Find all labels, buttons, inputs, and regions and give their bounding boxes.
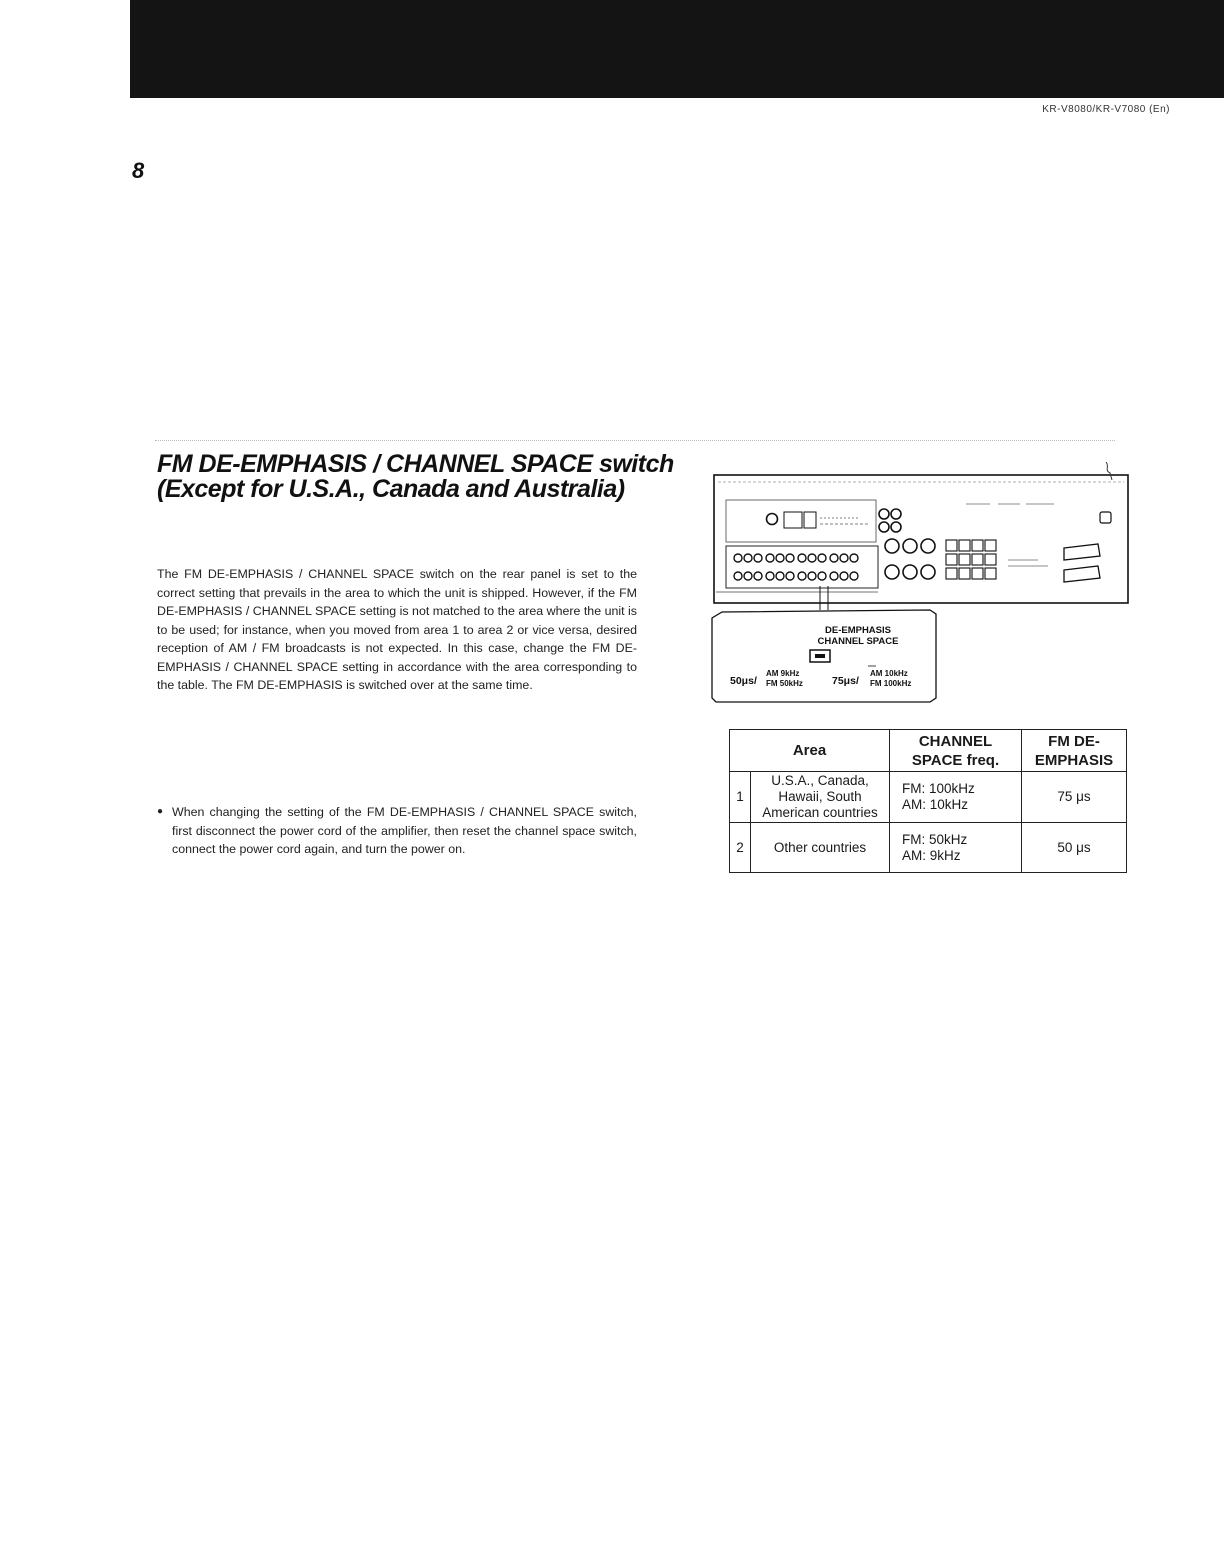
rear-panel-outline: [714, 475, 1128, 603]
channel-space-cell: [890, 823, 1022, 873]
knob-icon: [767, 514, 778, 525]
model-reference: KR-V8080/KR-V7080 (En): [1042, 104, 1170, 115]
rear-panel-figure: [708, 462, 1138, 712]
channel-header-line-2: SPACE freq.: [911, 751, 1000, 769]
header-band: [130, 0, 1224, 98]
caution-note: [157, 803, 637, 859]
de-emphasis-cell: 75 μs: [1022, 772, 1127, 823]
deemph-header-line-1: FM DE-: [1048, 732, 1100, 750]
right-setting-am: AM 10kHz: [870, 669, 908, 678]
fm-channel-space: FM: 100kHz: [902, 781, 975, 796]
row-number: 1: [730, 772, 751, 823]
fm-channel-space: FM: 50kHz: [902, 831, 968, 847]
section-title-line-1: FM DE-EMPHASIS / CHANNEL SPACE switch: [157, 450, 674, 478]
area-cell: [751, 772, 890, 823]
area-line-1: U.S.A., Canada,: [771, 773, 869, 788]
left-setting-time: 50μs/: [730, 675, 757, 687]
callout-title-2: CHANNEL SPACE: [817, 636, 899, 647]
callout-title-1: DE-EMPHASIS: [825, 625, 891, 636]
right-setting-fm: FM 100kHz: [870, 679, 912, 688]
area-cell: Other countries: [751, 823, 890, 873]
rear-panel-illustration: [708, 462, 1138, 712]
area-line-3: American countries: [762, 805, 878, 820]
section-divider: [155, 440, 1115, 441]
ac-outlets: [1064, 544, 1100, 582]
row-number: 2: [730, 823, 751, 873]
channel-header-line-1: CHANNEL: [918, 732, 993, 750]
am-channel-space: AM: 10kHz: [902, 797, 969, 812]
speaker-terminals: [946, 540, 996, 579]
section-title-line-2: (Except for U.S.A., Canada and Australia): [157, 475, 625, 503]
input-jacks: [734, 554, 858, 580]
channel-space-column-header: [890, 730, 1022, 772]
bullet-icon: ●: [157, 806, 164, 817]
table-header-row: [730, 730, 1127, 772]
area-line-2: Hawaii, South: [778, 789, 862, 804]
deemph-header-line-2: EMPHASIS: [1034, 751, 1114, 769]
de-emphasis-cell: 50 μs: [1022, 823, 1127, 873]
right-setting-time: 75μs/: [832, 675, 859, 687]
left-setting-am: AM 9kHz: [766, 669, 800, 678]
left-setting-fm: FM 50kHz: [766, 679, 803, 688]
area-settings-table: [729, 729, 1127, 873]
table-row: [730, 823, 1127, 873]
area-column-header: Area: [730, 730, 890, 772]
caution-note-text: When changing the setting of the FM DE-EMPHASIS / CHANNEL SPACE switch, first disconnect the power cord of the amplifier, then reset the channel space switch, connect the power cord again, and turn the power on.: [172, 805, 637, 856]
page-number: 8: [132, 158, 145, 183]
section-title: [157, 452, 677, 502]
am-channel-space: AM: 9kHz: [902, 847, 961, 863]
section-body-text: The FM DE-EMPHASIS / CHANNEL SPACE switch on the rear panel is set to the correct setting that prevails in the area to which the unit is shipped. However, if the FM DE-EMPHASIS / CHANNEL SPACE setting is not matched to the area where the unit is to be used; for instance, when you moved from area 1 to area 2 or vice versa, desired reception of AM / FM broadcasts is not expected. In this case, change the FM DE-EMPHASIS / CHANNEL SPACE setting in accordance with the area corresponding to the table. The FM DE-EMPHASIS is switched over at the same time.: [157, 567, 637, 692]
table-row: [730, 772, 1127, 823]
channel-space-cell: [890, 772, 1022, 823]
de-emphasis-column-header: [1022, 730, 1127, 772]
